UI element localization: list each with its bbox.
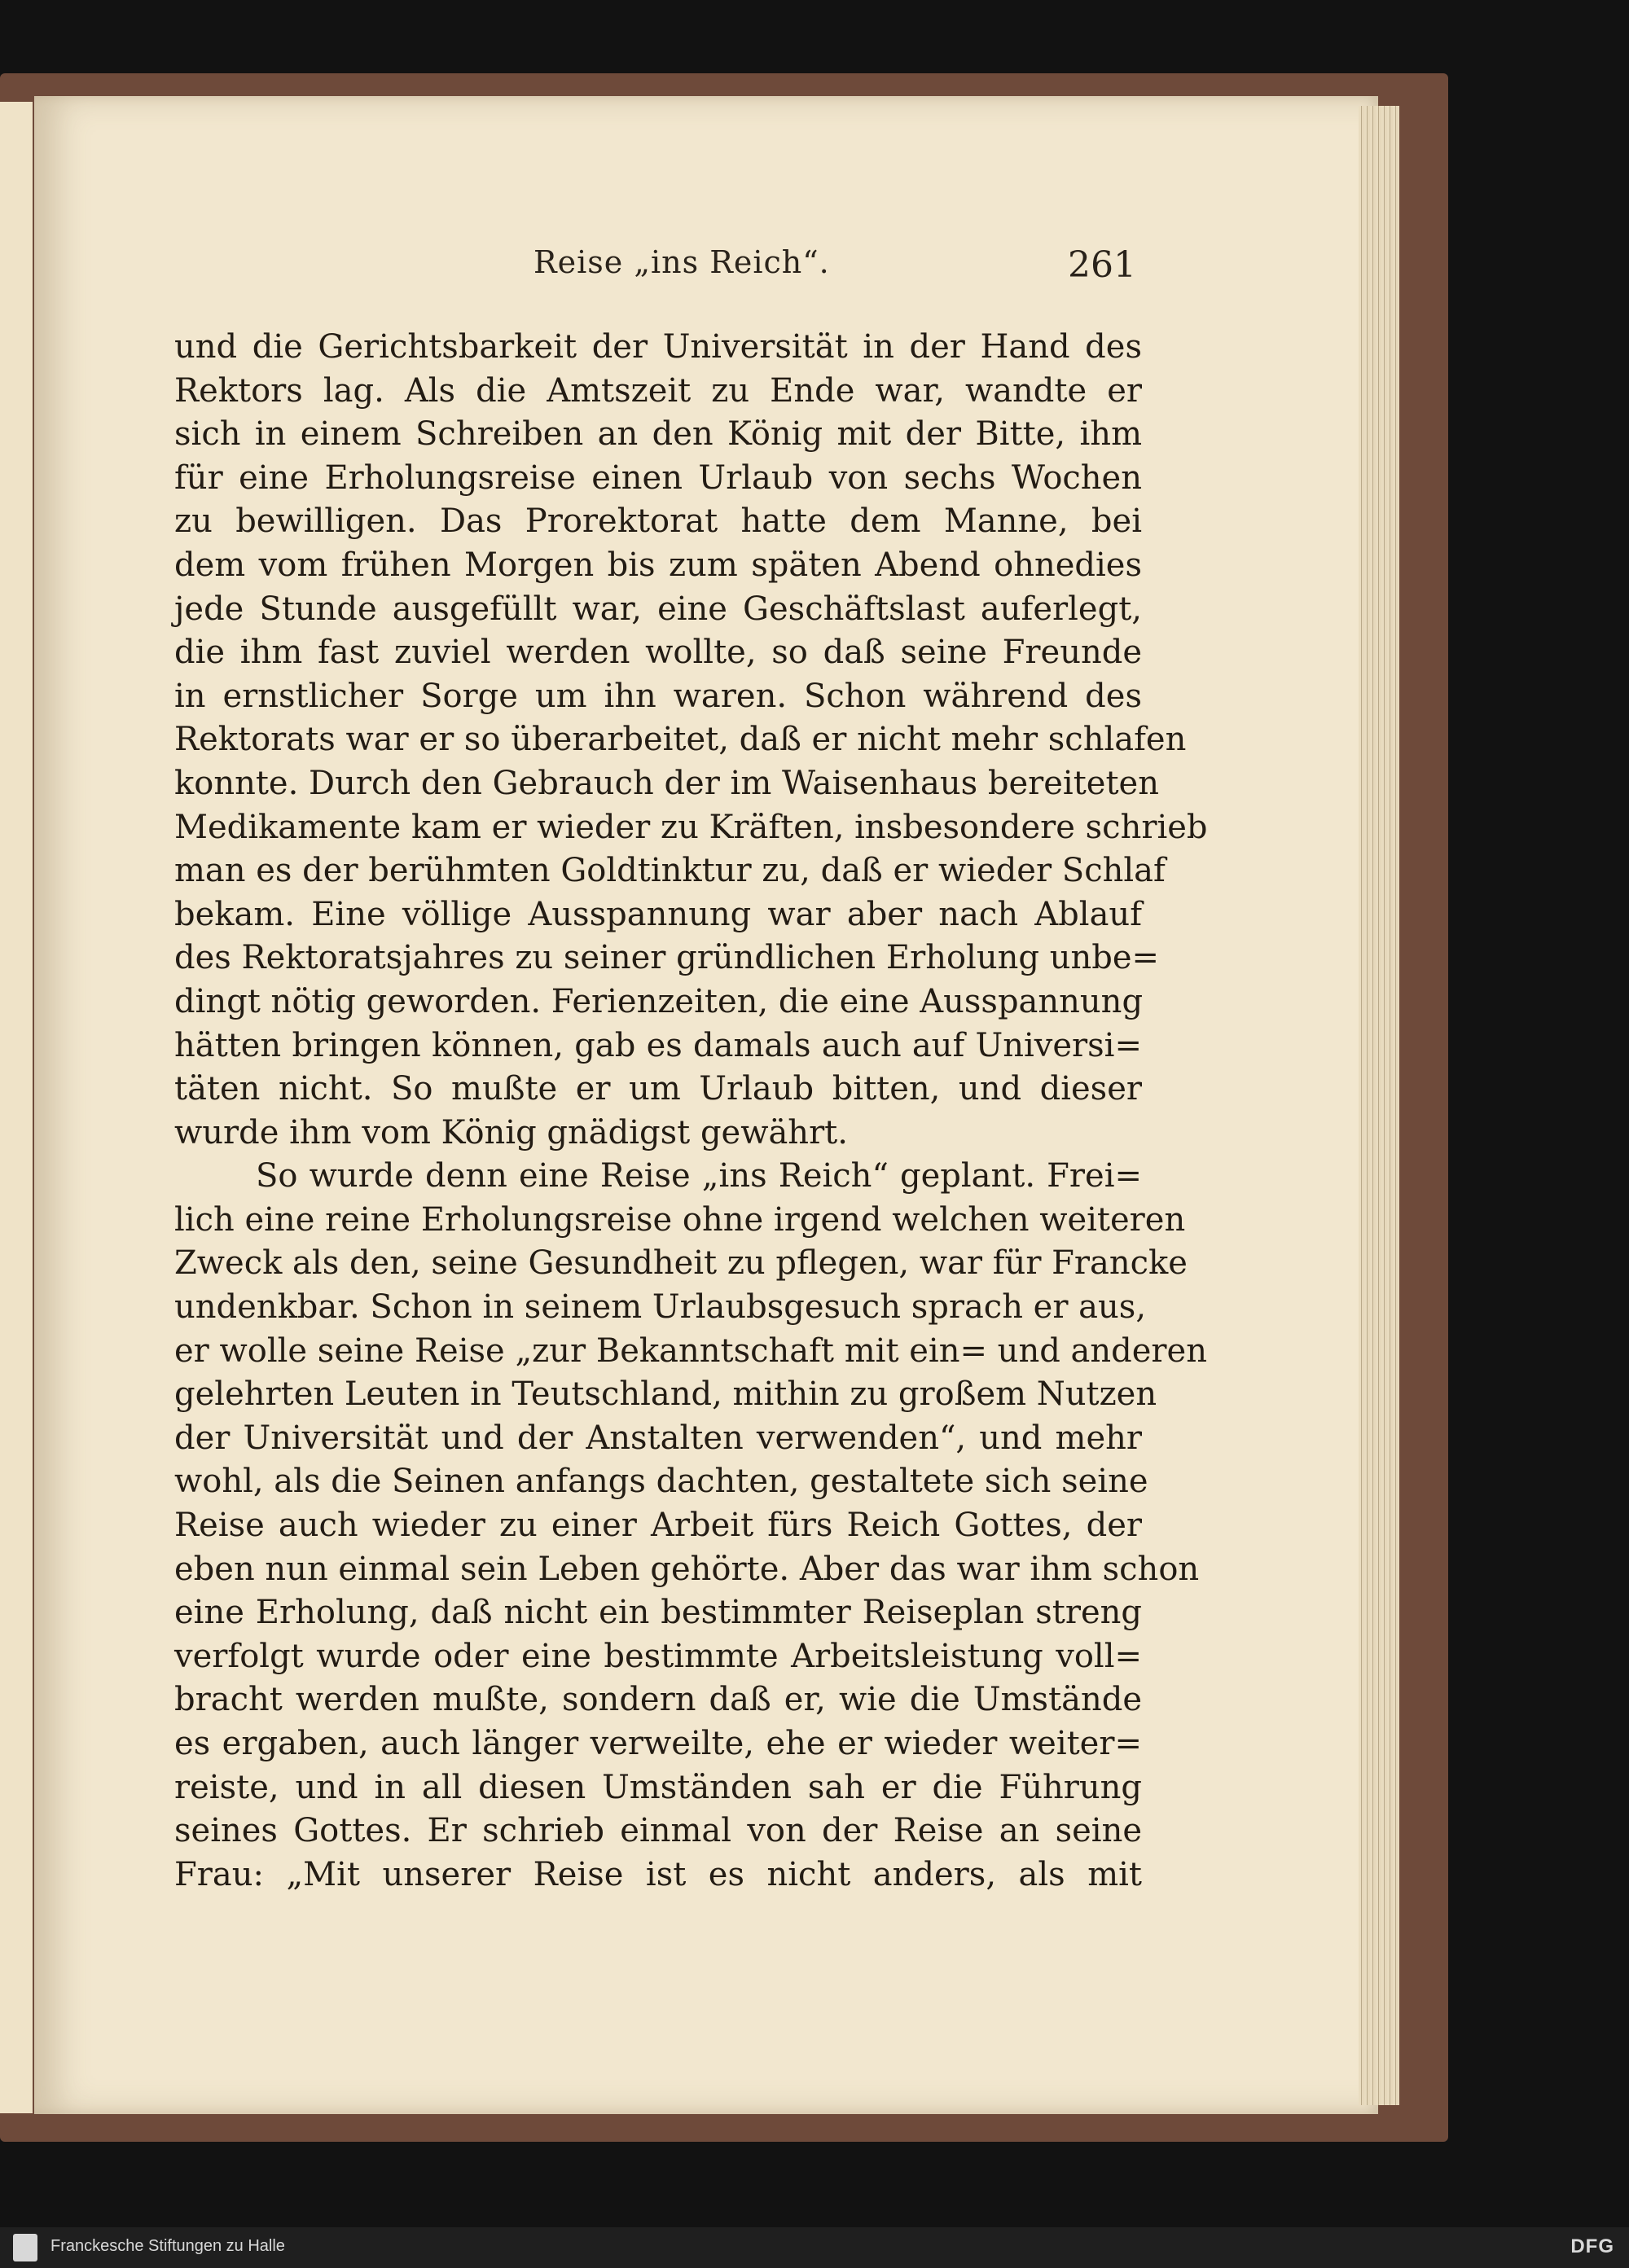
text-line: So wurde denn eine Reise „ins Reich“ geplant. Frei= [256,1157,1142,1195]
text-line: dem vom frühen Morgen bis zum späten Abend ohnedies [174,546,1142,584]
body-text [174,326,1208,1897]
text-line: es ergaben, auch länger verweilte, ehe er wieder weiter= [174,1725,1142,1762]
text-line: dingt nötig geworden. Ferienzeiten, die eine Ausspannung [174,982,1144,1020]
dfg-badge: DFG [1570,2235,1614,2257]
left-page-edge [0,102,33,2113]
text-line: wohl, als die Seinen anfangs dachten, gestaltete sich seine [174,1463,1148,1501]
text-line: man es der berühmten Goldtinktur zu, daß er wieder Schlaf [174,852,1166,890]
text-line: undenkbar. Schon in seinem Urlaubsgesuch sprach er aus, [174,1288,1147,1327]
running-head-title: Reise „ins Reich“. [533,244,830,280]
text-line: reiste, und in all diesen Umständen sah er die Führung [174,1768,1142,1806]
text-line: gelehrten Leuten in Teutschland, mithin zu großem Nutzen [174,1375,1157,1414]
text-line: eine Erholung, daß nicht ein bestimmter Reiseplan streng [174,1594,1142,1632]
text-line: verfolgt wurde oder eine bestimmte Arbeitsleistung voll= [174,1637,1142,1675]
text-line: täten nicht. So mußte er um Urlaub bitten, und dieser [174,1070,1142,1108]
text-line: seines Gottes. Er schrieb einmal von der Reise an seine [174,1812,1142,1850]
text-line: konnte. Durch den Gebrauch der im Waisenhaus bereiteten [174,764,1159,802]
page-number: 261 [1068,244,1136,286]
institution-name: Franckesche Stiftungen zu Halle [50,2237,285,2255]
text-line: Medikamente kam er wieder zu Kräften, insbesondere schrieb [174,808,1208,846]
text-line: jede Stunde ausgefüllt war, eine Geschäftslast auferlegt, [174,590,1142,628]
institution-logo-icon [13,2234,37,2261]
text-line: lich eine reine Erholungsreise ohne irgend welchen weiteren [174,1200,1186,1239]
text-line: Frau: „Mit unserer Reise ist es nicht anders, als mit [174,1855,1142,1893]
text-line: zu bewilligen. Das Prorektorat hatte dem Manne, bei [174,502,1142,541]
text-line: eben nun einmal sein Leben gehörte. Aber das war ihm schon [174,1550,1200,1588]
text-line: und die Gerichtsbarkeit der Universität in der Hand des [174,328,1142,366]
text-line: für eine Erholungsreise einen Urlaub von sechs Wochen [174,458,1142,497]
text-line: des Rektoratsjahres zu seiner gründlichen Erholung unbe= [174,939,1160,977]
viewer-footer [0,2227,1629,2268]
text-line: er wolle seine Reise „zur Bekanntschaft mit ein= und anderen [174,1331,1207,1370]
text-line: Rektors lag. Als die Amtszeit zu Ende war, wandte er [174,371,1142,410]
text-line: wurde ihm vom König gnädigst gewährt. [174,1113,848,1152]
text-line: der Universität und der Anstalten verwenden“, und mehr [174,1419,1142,1457]
text-line: sich in einem Schreiben an den König mit der Bitte, ihm [174,415,1142,454]
text-line: bekam. Eine völlige Ausspannung war aber nach Ablauf [174,895,1142,933]
text-line: in ernstlicher Sorge um ihn waren. Schon während des [174,677,1142,715]
text-line: Zweck als den, seine Gesundheit zu pflegen, war für Francke [174,1244,1188,1283]
running-head [533,244,1144,293]
text-line: hätten bringen können, gab es damals auch auf Universi= [174,1026,1142,1064]
text-line: Reise auch wieder zu einer Arbeit fürs Reich Gottes, der [174,1507,1142,1545]
text-line: die ihm fast zuviel werden wollte, so daß seine Freunde [174,634,1142,672]
text-line: Rektorats war er so überarbeitet, daß er nicht mehr schlafen [174,721,1187,759]
text-line: bracht werden mußte, sondern daß er, wie die Umstände [174,1681,1142,1719]
page-edges [1359,106,1399,2105]
